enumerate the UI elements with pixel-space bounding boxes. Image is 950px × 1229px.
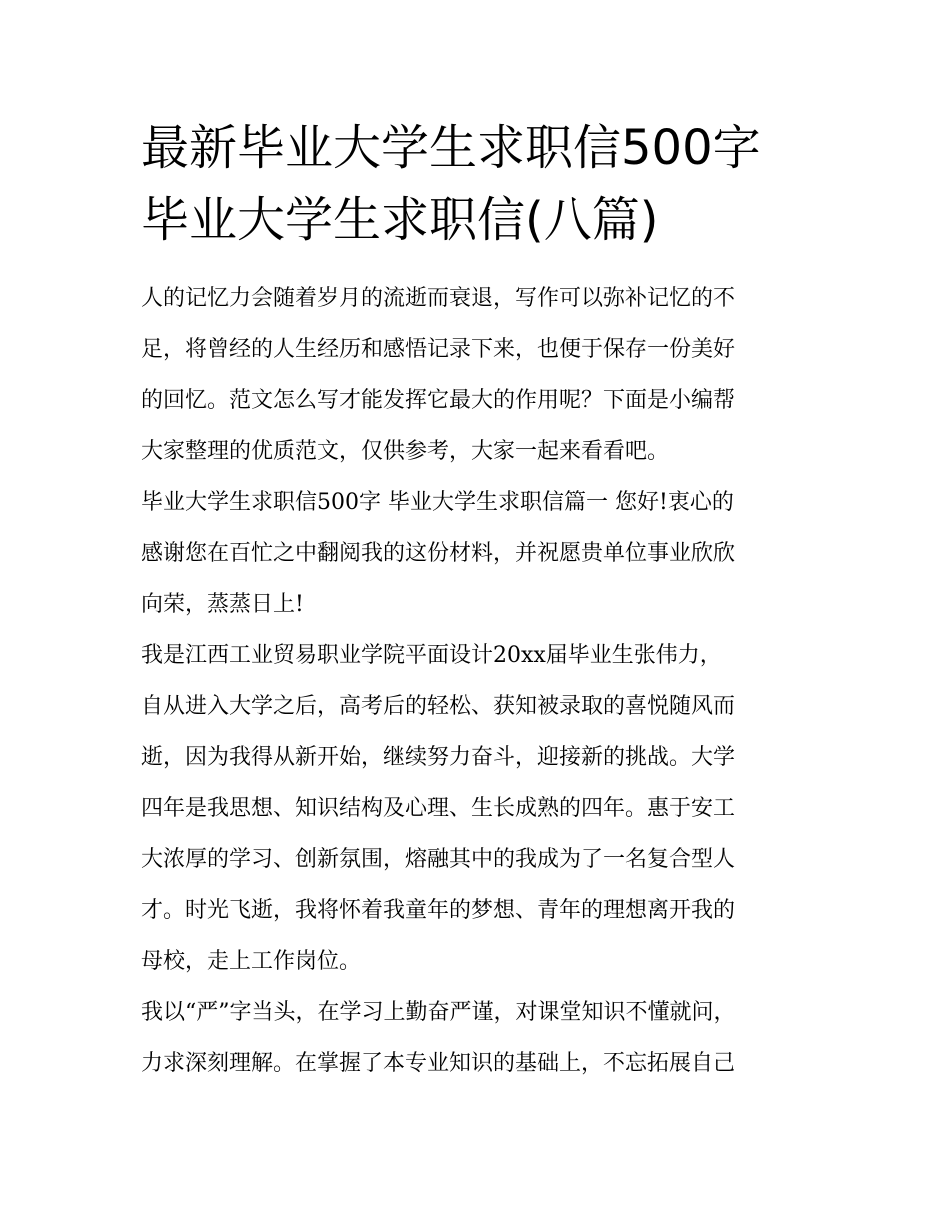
text-line: 我以“严”字当头，在学习上勤奋严谨，对课堂知识不懂就问， <box>141 1000 736 1025</box>
title-line-2: 毕业大学生求职信(八篇) <box>141 192 659 248</box>
text-line: 才。时光飞逝，我将怀着我童年的梦想、青年的理想离开我的 <box>141 898 736 923</box>
text-line: 母校，走上工作岗位。 <box>141 949 362 974</box>
text-line: 大家整理的优质范文，仅供参考，大家一起来看看吧。 <box>141 439 670 464</box>
text-line: 大浓厚的学习、创新氛围，熔融其中的我成为了一名复合型人 <box>141 847 736 872</box>
paragraph-study <box>141 987 813 1089</box>
paragraph-self-intro <box>141 630 813 987</box>
paragraph-greeting <box>141 477 813 630</box>
paragraph-intro <box>141 273 813 477</box>
document-content <box>141 112 813 1089</box>
title-line-1: 最新毕业大学生求职信500字 <box>141 120 761 176</box>
text-line: 我是江西工业贸易职业学院平面设计20xx届毕业生张伟力， <box>141 643 722 668</box>
text-line: 向荣，蒸蒸日上! <box>141 592 304 617</box>
document-body <box>141 273 813 1089</box>
text-line: 足，将曾经的人生经历和感悟记录下来，也便于保存一份美好 <box>141 337 736 362</box>
document-title <box>141 112 813 256</box>
text-line: 自从进入大学之后，高考后的轻松、获知被录取的喜悦随风而 <box>141 694 736 719</box>
text-line: 四年是我思想、知识结构及心理、生长成熟的四年。惠于安工 <box>141 796 736 821</box>
text-line: 感谢您在百忙之中翻阅我的这份材料，并祝愿贵单位事业欣欣 <box>141 541 736 566</box>
text-line: 的回忆。范文怎么写才能发挥它最大的作用呢？下面是小编帮 <box>141 388 736 413</box>
text-line: 人的记忆力会随着岁月的流逝而衰退，写作可以弥补记忆的不 <box>141 286 736 311</box>
text-line: 力求深刻理解。在掌握了本专业知识的基础上，不忘拓展自己 <box>141 1051 736 1076</box>
text-line: 逝，因为我得从新开始，继续努力奋斗，迎接新的挑战。大学 <box>141 745 736 770</box>
text-line: 毕业大学生求职信500字 毕业大学生求职信篇一 您好!衷心的 <box>141 490 734 515</box>
